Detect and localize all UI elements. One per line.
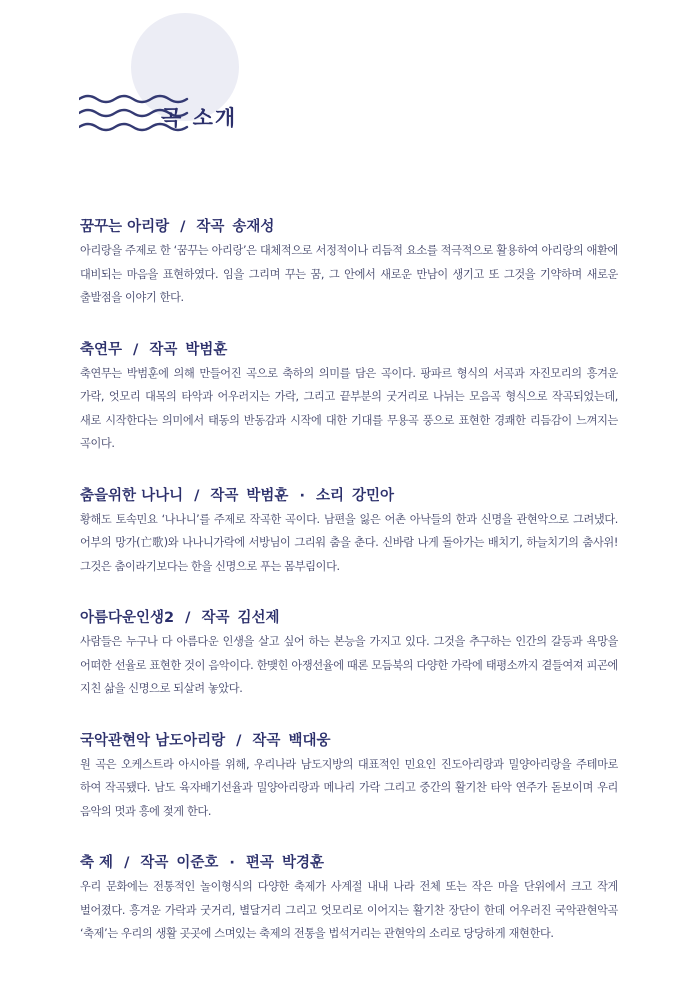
song-entry: [80, 339, 618, 456]
credit-role: 소리: [315, 487, 344, 504]
credit-name: 이준호: [176, 855, 219, 871]
credit-role: 편곡: [245, 855, 274, 871]
song-entry: [80, 216, 618, 310]
song-description: 아리랑을 주제로 한 ‘꿈꾸는 아리랑’은 대체적으로 서정적이나 리듬적 요소를 적극적으로 활용하여 아리랑의 애환에 대비되는 마음을 표현하였다. 임을 그리며 꾸는 꿈, 그 안에서 새로운 만남이 생기고 또 그것을 기약하며 새로운 출발점을 이야기 한다.: [80, 244, 618, 304]
credit-role: 작곡: [149, 341, 178, 358]
slash-separator: /: [180, 219, 186, 235]
song-heading: [80, 216, 618, 238]
song-heading: [80, 852, 618, 874]
song-entry: [80, 485, 618, 579]
credit-name: 박범훈: [185, 341, 228, 358]
song-title: 국악관현악 남도아리랑: [80, 732, 226, 749]
song-entry: [80, 730, 618, 824]
credit-role: 작곡: [210, 487, 239, 504]
credit-name: 백대웅: [288, 732, 331, 749]
song-heading: [80, 485, 618, 507]
song-heading: [80, 339, 618, 361]
slash-separator: /: [194, 487, 200, 504]
credit-name: 박범훈: [246, 487, 289, 504]
slash-separator: /: [133, 341, 139, 358]
song-heading: [80, 730, 618, 752]
song-description: 축연무는 박범훈에 의해 만들어진 곡으로 축하의 의미를 담은 곡이다. 팡파르 형식의 서곡과 자진모리의 흥겨운 가락, 엇모리 대목의 타악과 어우러지는 가락, 그리고 끝부분의 굿거리로 나뉘는 모음곡 형식으로 작곡되었는데, 새로 시작한다는 의미에서 태동의 반동감과 시작에 대한 기대를 무용곡 풍으로 표현한 경쾌한 리듬감이 느껴지는 곡이다.: [80, 366, 618, 450]
credit-role: 작곡: [252, 732, 281, 749]
song-entry: [80, 852, 618, 946]
song-description: 우리 문화에는 전통적인 놀이형식의 다양한 축제가 사계절 내내 나라 전체 또는 작은 마을 단위에서 크고 작게 벌어졌다. 흥겨운 가락과 굿거리, 별달거리 그리고 엇모리로 이어지는 활기찬 장단이 한데 어우러진 국악관현악곡 ‘축제’는 우리의 생활 곳곳에 스며있는 축제의 전통을 법석거리는 관현악의 소리로 당당하게 재현한다.: [80, 880, 618, 940]
credit-name: 송재성: [232, 219, 275, 235]
song-heading: [80, 607, 618, 629]
credit-name: 김선제: [237, 610, 280, 626]
dot-separator: ·: [299, 487, 305, 504]
song-description: 황해도 토속민요 ‘나나니’를 주제로 작곡한 곡이다. 남편을 잃은 어촌 아낙들의 한과 신명을 관현악으로 그려냈다. 어부의 망가(亡歌)와 나나니가락에 서방님이 그리워 춤을 춘다. 신바람 나게 돌아가는 배치기, 하늘치기의 춤사위! 그것은 춤이라기보다는 한을 신명으로 푸는 몸부림이다.: [80, 512, 618, 573]
credit-name: 박경훈: [281, 855, 324, 871]
song-title: 춤을위한 나나니: [80, 487, 184, 504]
credit-role: 작곡: [201, 610, 230, 626]
song-title: 꿈꾸는 아리랑: [80, 219, 170, 235]
slash-separator: /: [185, 610, 191, 626]
section-title: 곡 소개: [161, 106, 238, 130]
song-title: 축연무: [80, 341, 123, 358]
song-list: [80, 216, 618, 946]
slash-separator: /: [236, 732, 242, 749]
credit-name: 강민아: [351, 487, 395, 504]
song-description: 원 곡은 오케스트라 아시아를 위해, 우리나라 남도지방의 대표적인 민요인 진도아리랑과 밀양아리랑을 주테마로 하여 작곡됐다. 남도 육자배기선율과 밀양아리랑과 메나리 가락 그리고 중간의 활기찬 타악 연주가 돋보이며 우리 음악의 멋과 흥에 젖게 한다.: [80, 757, 618, 818]
song-title: 축 제: [80, 855, 114, 871]
dot-separator: ·: [229, 855, 235, 871]
slash-separator: /: [124, 855, 130, 871]
song-description: 사람들은 누구나 다 아름다운 인생을 살고 싶어 하는 본능을 가지고 있다. 그것을 추구하는 인간의 갈등과 욕망을 어떠한 선율로 표현한 것이 음악이다. 한맺힌 아쟁선율에 때론 모듬북의 다양한 가락에 태평소까지 곁들여져 피곤에 지친 삶을 신명으로 되살려 놓았다.: [80, 635, 618, 695]
credit-role: 작곡: [196, 219, 225, 235]
credit-role: 작곡: [140, 855, 169, 871]
song-entry: [80, 607, 618, 701]
song-title: 아름다운인생2: [80, 610, 175, 626]
